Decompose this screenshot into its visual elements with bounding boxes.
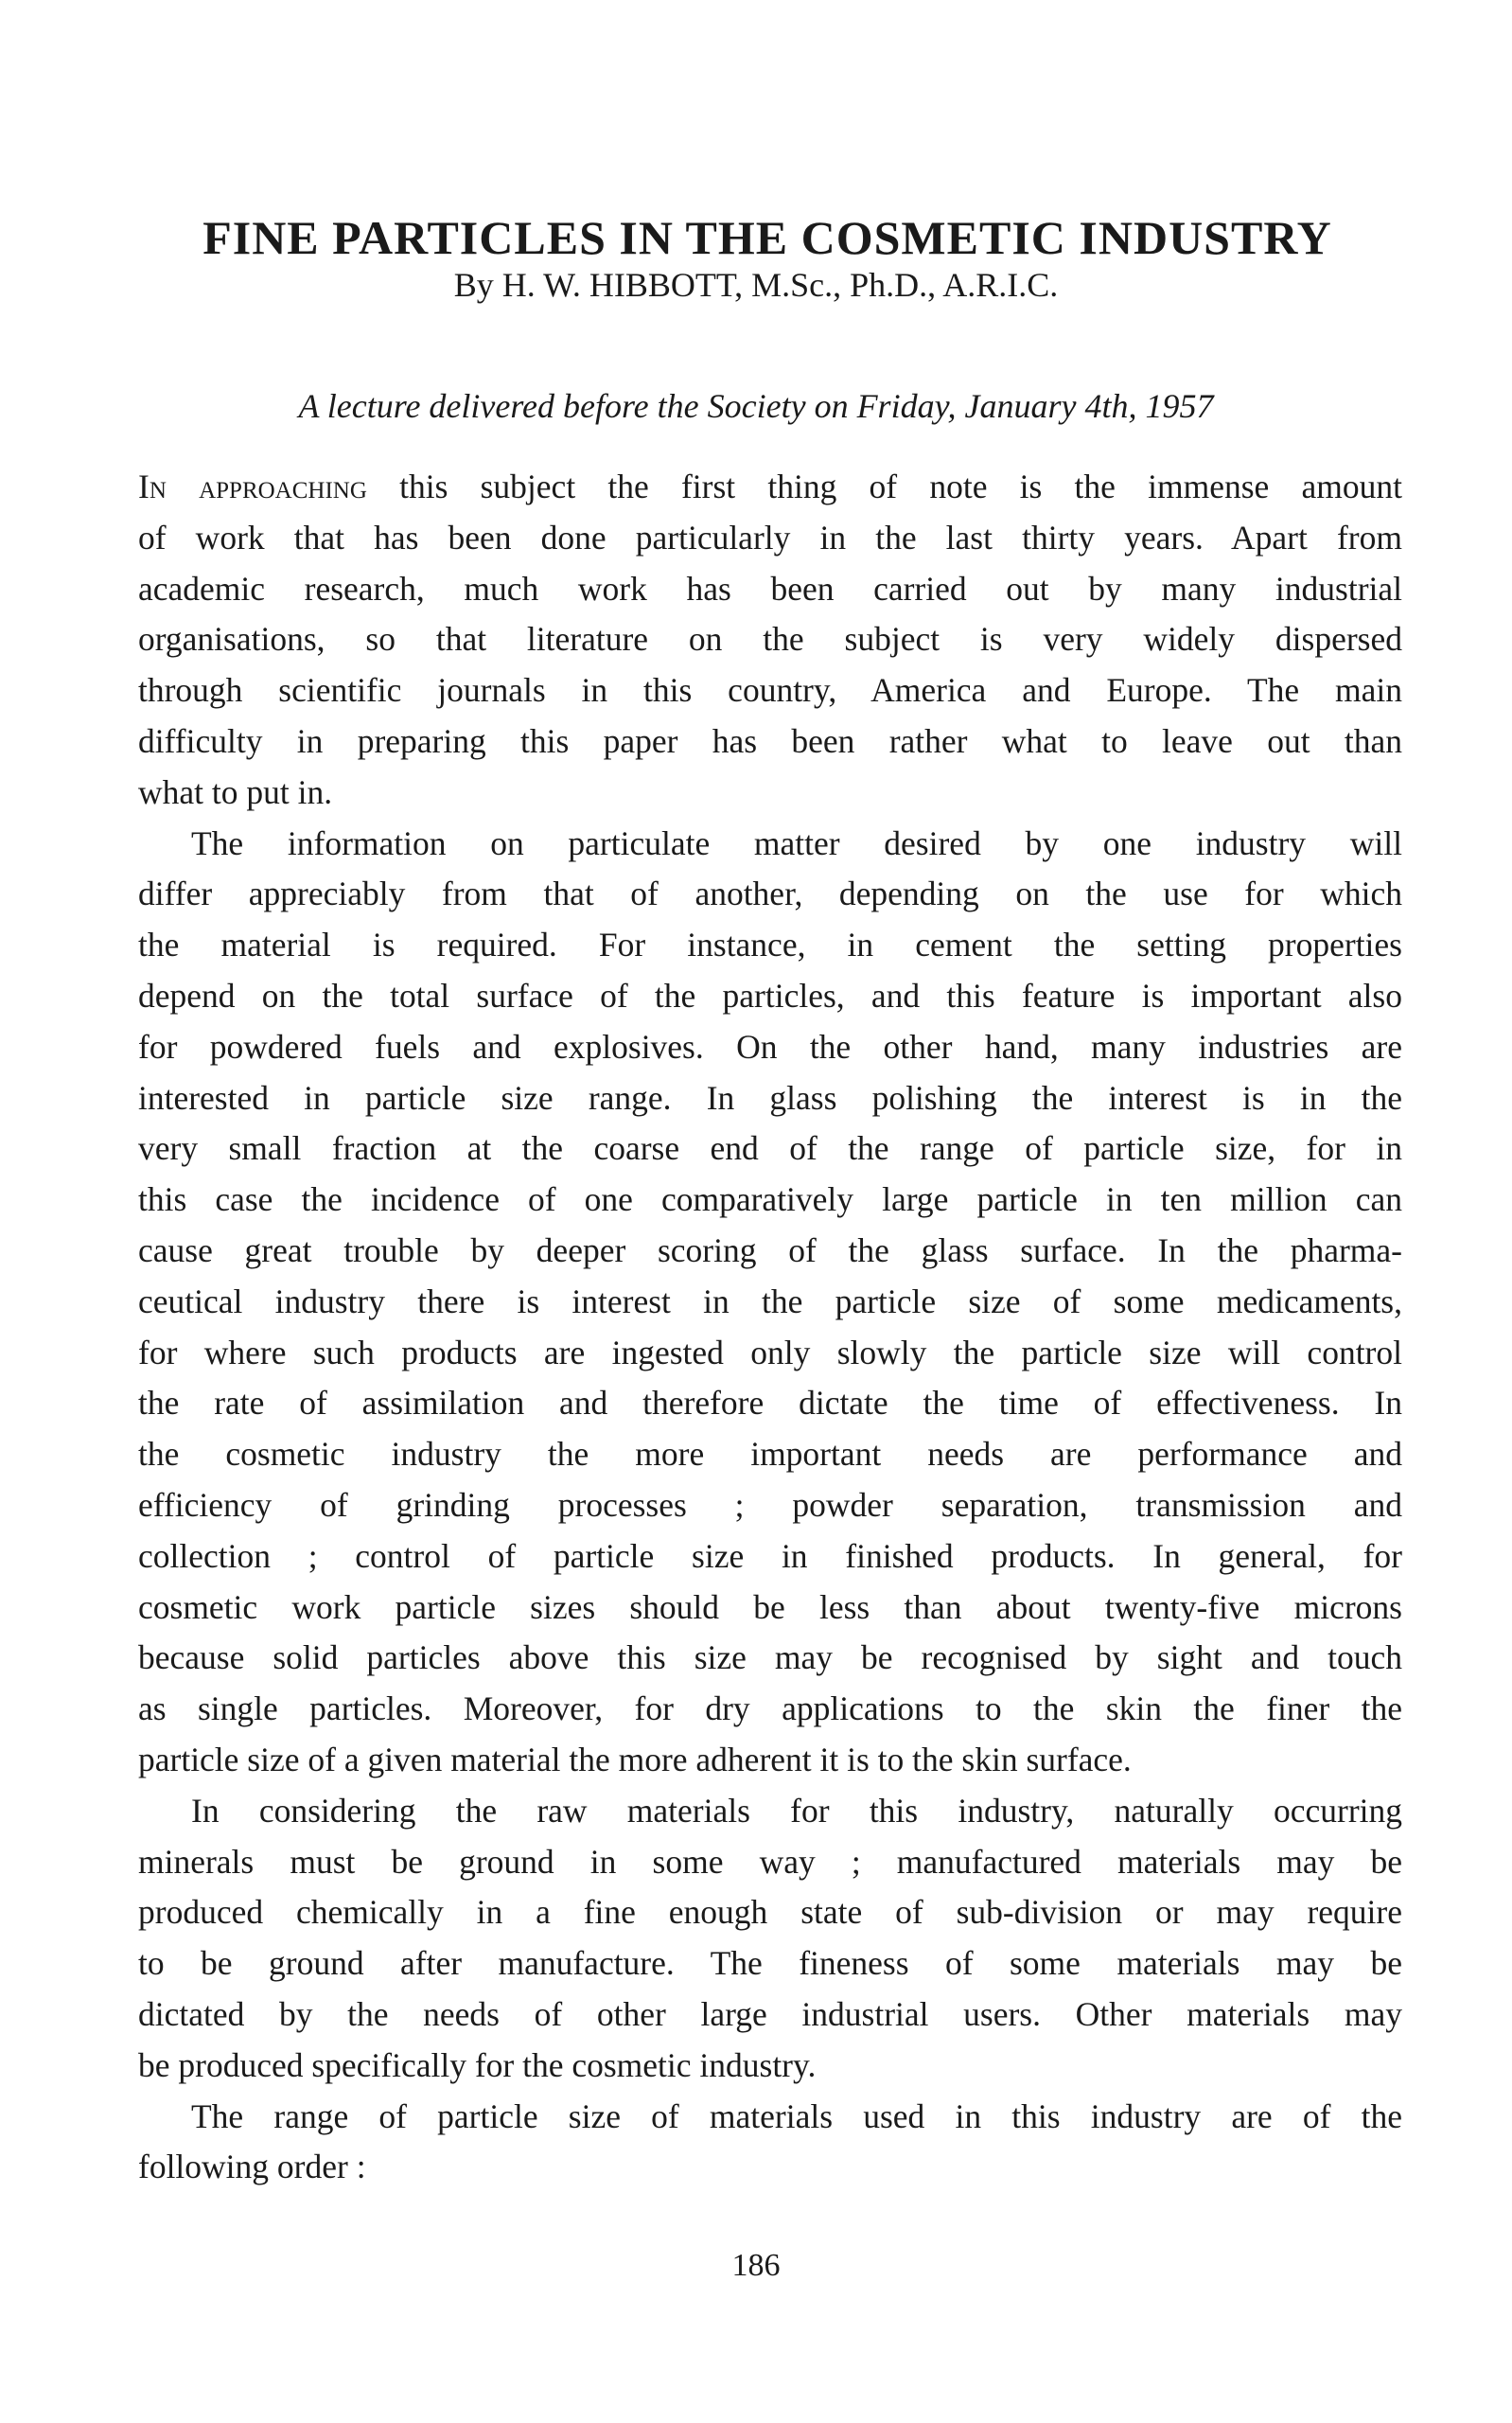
text-line: The range of particle size of materials used in this industry are of the xyxy=(191,2096,1402,2135)
text-line: particle size of a given material the more adherent it is to the skin surface. xyxy=(138,1740,1132,1778)
text-line: minerals must be ground in some way ; manufactured materials may be xyxy=(138,1842,1402,1881)
text-line: what to put in. xyxy=(138,772,333,811)
text-line: very small fraction at the coarse end of the range of particle size, for in xyxy=(138,1129,1402,1168)
lecture-note: A lecture delivered before the Society on Friday, January 4th, 1957 xyxy=(298,387,1214,425)
text-line: produced chemically in a fine enough state of sub-division or may require xyxy=(138,1893,1402,1932)
text-line: collection ; control of particle size in finished products. In general, for xyxy=(138,1536,1402,1575)
text-line: In approaching this subject the first thing of note is the immense amount xyxy=(138,468,1403,505)
text-line: ceutical industry there is interest in the particle size of some medicaments, xyxy=(138,1282,1402,1320)
text-line: dictated by the needs of other large industrial users. Other materials may xyxy=(138,1994,1402,2033)
text-line: cause great trouble by deeper scoring of the glass surface. In the pharma- xyxy=(138,1230,1402,1269)
text-line: the material is required. For instance, in cement the setting properties xyxy=(138,926,1402,964)
text-line: following order : xyxy=(138,2148,366,2186)
text-line: In considering the raw materials for this industry, naturally occurring xyxy=(191,1791,1402,1830)
article-body xyxy=(138,462,1402,2193)
text-line: cosmetic work particle sizes should be less than about twenty-five microns xyxy=(138,1587,1402,1626)
text-line: efficiency of grinding processes ; powder separation, transmission and xyxy=(138,1485,1402,1524)
text-line: through scientific journals in this country, America and Europe. The main xyxy=(138,671,1402,710)
page-number: 186 xyxy=(731,2248,781,2283)
paragraph xyxy=(138,819,1402,1786)
text-line: of work that has been done particularly in the last thirty years. Apart from xyxy=(138,518,1402,557)
paragraph xyxy=(138,462,1402,819)
text-line: be produced specifically for the cosmetic industry. xyxy=(138,2045,817,2084)
text-line: for where such products are ingested only slowly the particle size will control xyxy=(138,1333,1402,1371)
text-line: the rate of assimilation and therefore dictate the time of effectiveness. In xyxy=(138,1384,1402,1423)
text-line: because solid particles above this size may be recognised by sight and touch xyxy=(138,1638,1402,1677)
paragraph xyxy=(138,2092,1402,2194)
text-line: academic research, much work has been carried out by many industrial xyxy=(138,569,1402,608)
text-line: as single particles. Moreover, for dry applications to the skin the finer the xyxy=(138,1689,1402,1728)
text-line: difficulty in preparing this paper has been rather what to leave out than xyxy=(138,721,1402,760)
text-line: differ appreciably from that of another, depending on the use for which xyxy=(138,875,1402,913)
text-line: the cosmetic industry the more important needs are performance and xyxy=(138,1435,1402,1474)
text-line: organisations, so that literature on the subject is very widely dispersed xyxy=(138,620,1402,659)
text-line: interested in particle size range. In glass polishing the interest is in the xyxy=(138,1078,1402,1117)
author-byline: By H. W. HIBBOTT, M.Sc., Ph.D., A.R.I.C. xyxy=(453,266,1059,304)
text-line: for powdered fuels and explosives. On the other hand, many industries are xyxy=(138,1027,1402,1066)
text-line: depend on the total surface of the particles, and this feature is important also xyxy=(138,976,1402,1015)
paragraph xyxy=(138,1786,1402,2092)
text-line: to be ground after manufacture. The fineness of some materials may be xyxy=(138,1944,1402,1983)
text-line: this case the incidence of one comparatively large particle in ten million can xyxy=(138,1180,1402,1219)
lead-in: In approaching xyxy=(138,468,367,505)
text-line: The information on particulate matter desired by one industry will xyxy=(191,823,1402,862)
article-title: FINE PARTICLES IN THE COSMETIC INDUSTRY xyxy=(202,211,1332,264)
